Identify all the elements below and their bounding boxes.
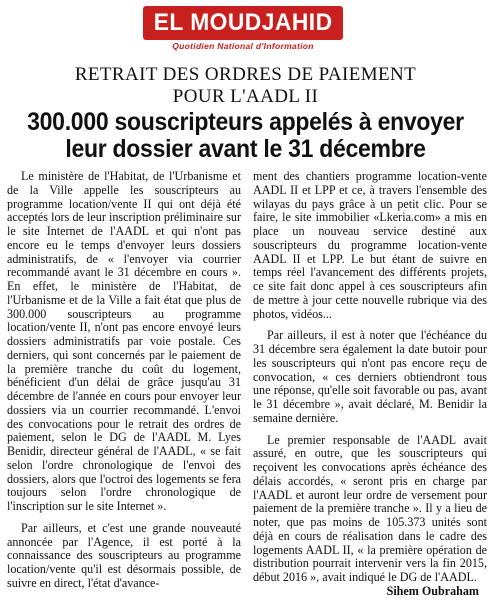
logo-text: EL MOUDJAHID bbox=[153, 9, 333, 36]
kicker-line-1: RETRAIT DES ORDRES DE PAIEMENT bbox=[74, 64, 417, 85]
article-column-right bbox=[253, 170, 487, 599]
paragraph: Par ailleurs, il est à noter que l'échéance du 31 décembre sera également la date butoir pour les souscripteurs qui n'ont pas encore reçu de convocation, « ces derniers obtiendront tous une réponse, qu'elle soit favorable ou pas, avant le 31 décembre », avait déclaré, M. Benidir la semaine dernière. bbox=[253, 328, 487, 425]
paragraph: ment des chantiers programme location-vente AADL II et LPP et ce, à travers l'ensemble des wilayas du pays grâce à un petit clic. Pour se faire, le site immobilier «Lkeria.com» a mis en place un nouveau service destiné aux souscripteurs du programme location-vente AADL II et LPP. Le but étant de suivre en temps réel l'avancement des différents projets, ce site fait donc appel à ces souscripteurs afin de mettre à jour cette nouvelle rubrique via des photos, vidéos... bbox=[253, 169, 487, 321]
headline-line-1: 300.000 souscripteurs appelés à envoyer bbox=[27, 108, 464, 136]
author-signature: Sihem Oubraham bbox=[386, 583, 479, 598]
column-divider bbox=[246, 170, 247, 600]
paragraph: Le premier responsable de l'AADL avait assuré, en outre, que les souscripteurs qui reçoivent les convocations après échéance des délais accordés, « seront pris en charge par l'AADL et auront leur ordre de versement pour paiement de la première tranche ». Il y a lieu de noter, que pas moins de 105.373 unités sont déjà en cours de réalisation dans le cadre des logements AADL II, « la première opération de distribution pourrait intervenir vers la fin 2015, début 2016 », avait indiqué le DG de l'AADL. bbox=[253, 432, 487, 584]
masthead bbox=[0, 0, 491, 62]
logo-tagline: Quotidien National d'Information bbox=[172, 41, 314, 51]
headline-line-2: leur dossier avant le 31 décembre bbox=[65, 135, 426, 163]
article-column-left bbox=[7, 170, 241, 591]
kicker-line-2: POUR L'AADL II bbox=[172, 86, 319, 107]
newspaper-logo bbox=[143, 6, 343, 40]
paragraph: Le ministère de l'Habitat, de l'Urbanisme et de la Ville appelle les souscripteurs au programme location/vente II qui ont déjà été acceptés lors de leur inscription préliminaire sur le site Internet de l'AADL et qui n'ont pas encore eu le temps d'envoyer leurs dossiers administratifs, de « l'envoyer via courrier recommandé avant le 31 décembre en cours ». En effet, le ministère de l'Habitat, de l'Urbanisme et de la Ville a fait état que plus de 300.000 souscripteurs au programme location/vente II, n'ont pas encore envoyé leurs dossiers administratifs par voie postale. Ces derniers, qui sont concernés par le paiement de la première tranche du coût du logement, bénéficient d'un délai de grâce jusqu'au 31 décembre de l'année en cours pour envoyer leur dossiers via un courrier recommandé. L'envoi des convocations pour le retrait des ordres de paiement, selon le DG de l'AADL M. Lyes Benidir, directeur général de l'AADL, « se fait selon l'ordre chronologique de l'envoi des dossiers, alors que l'octroi des logements se fera toujours selon l'ordre chronologique de l'inscription sur le site Internet ». bbox=[7, 169, 241, 513]
paragraph: Par ailleurs, et c'est une grande nouveauté annoncée par l'Agence, il est porté à la connaissance des souscripteurs au programme location/vente qu'il est désormais possible, de suivre en direct, l'état d'avance- bbox=[7, 520, 241, 590]
